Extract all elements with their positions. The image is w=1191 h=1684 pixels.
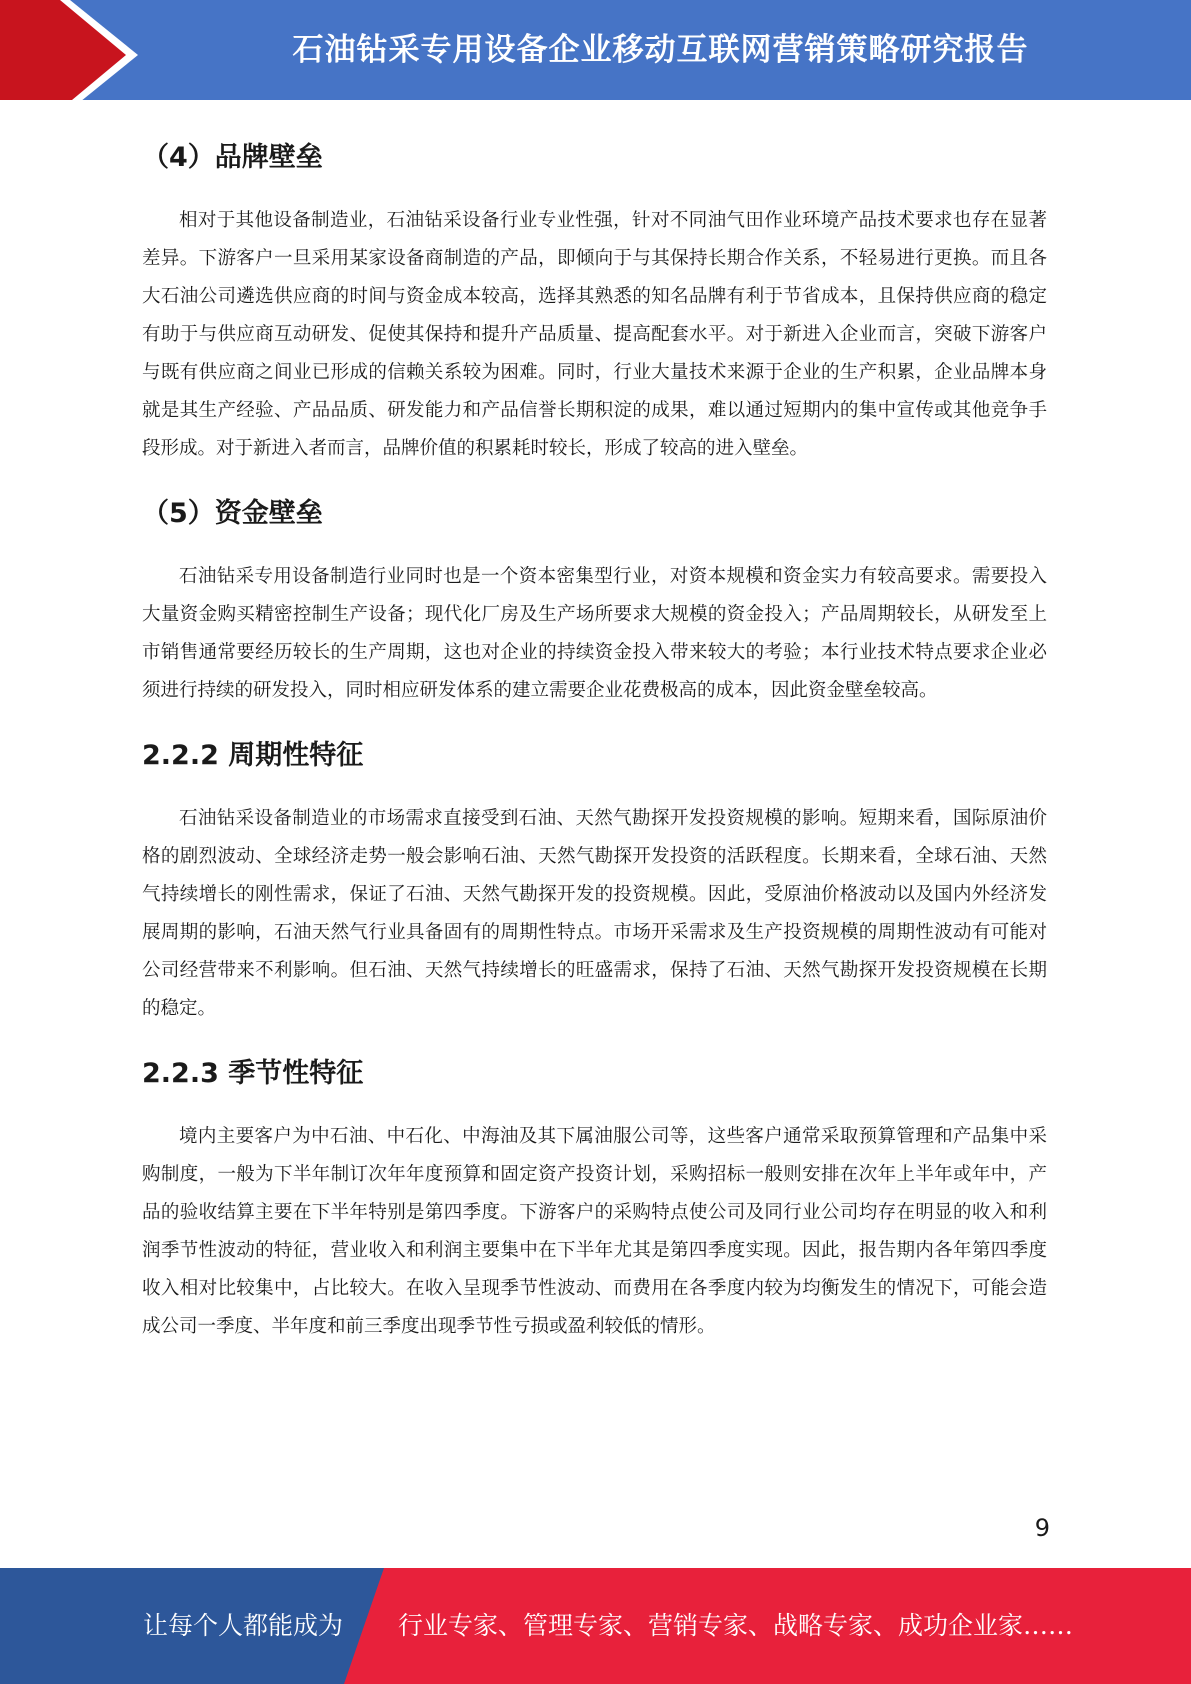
- footer-slogan-right: 行业专家、管理专家、营销专家、战略专家、成功企业家……: [398, 1611, 1074, 1640]
- document-body: [142, 112, 1047, 1361]
- section-cyclical-features: [142, 730, 1047, 1028]
- page-footer: [0, 1568, 1191, 1684]
- section-brand-barrier: [142, 132, 1047, 468]
- page-header: [0, 0, 1191, 110]
- section-paragraph: 境内主要客户为中石油、中石化、中海油及其下属油服公司等，这些客户通常采取预算管理和产品集中采购制度，一般为下半年制订次年年度预算和固定资产投资计划，采购招标一般则安排在次年上半年或年中，产品的验收结算主要在下半年特别是第四季度。下游客户的采购特点使公司及同行业公司均存在明显的收入和利润季节性波动的特征，营业收入和利润主要集中在下半年尤其是第四季度实现。因此，报告期内各年第四季度收入相对比较集中，占比较大。在收入呈现季节性波动、而费用在各季度内较为均衡发生的情况下，可能会造成公司一季度、半年度和前三季度出现季节性亏损或盈利较低的情形。: [142, 1126, 1047, 1337]
- footer-slogan-left: 让每个人都能成为: [143, 1611, 344, 1640]
- section-seasonal-features: [142, 1048, 1047, 1346]
- section-heading: （5）资金壁垒: [142, 498, 323, 529]
- section-paragraph: 相对于其他设备制造业，石油钻采设备行业专业性强，针对不同油气田作业环境产品技术要求也存在显著差异。下游客户一旦采用某家设备商制造的产品，即倾向于与其保持长期合作关系，不轻易进行更换。而且各大石油公司遴选供应商的时间与资金成本较高，选择其熟悉的知名品牌有利于节省成本，且保持供应商的稳定有助于与供应商互动研发、促使其保持和提升产品质量、提高配套水平。对于新进入企业而言，突破下游客户与既有供应商之间业已形成的信赖关系较为困难。同时，行业大量技术来源于企业的生产积累，企业品牌本身就是其生产经验、产品品质、研发能力和产品信誉长期积淀的成果，难以通过短期内的集中宣传或其他竞争手段形成。对于新进入者而言，品牌价值的积累耗时较长，形成了较高的进入壁垒。: [142, 210, 1047, 459]
- section-heading: 2.2.2 周期性特征: [142, 740, 364, 771]
- section-heading: （4）品牌壁垒: [142, 142, 323, 173]
- section-heading: 2.2.3 季节性特征: [142, 1058, 364, 1089]
- section-paragraph: 石油钻采专用设备制造行业同时也是一个资本密集型行业，对资本规模和资金实力有较高要求。需要投入大量资金购买精密控制生产设备；现代化厂房及生产场所要求大规模的资金投入；产品周期较长，从研发至上市销售通常要经历较长的生产周期，这也对企业的持续资金投入带来较大的考验；本行业技术特点要求企业必须进行持续的研发投入，同时相应研发体系的建立需要企业花费极高的成本，因此资金壁垒较高。: [142, 566, 1047, 701]
- section-capital-barrier: [142, 488, 1047, 710]
- report-title: 石油钻采专用设备企业移动互联网营销策略研究报告: [292, 32, 1029, 68]
- page-number: 9: [1034, 1514, 1050, 1542]
- section-paragraph: 石油钻采设备制造业的市场需求直接受到石油、天然气勘探开发投资规模的影响。短期来看，国际原油价格的剧烈波动、全球经济走势一般会影响石油、天然气勘探开发投资的活跃程度。长期来看，全球石油、天然气持续增长的刚性需求，保证了石油、天然气勘探开发的投资规模。因此，受原油价格波动以及国内外经济发展周期的影响，石油天然气行业具备固有的周期性特点。市场开采需求及生产投资规模的周期性波动有可能对公司经营带来不利影响。但石油、天然气持续增长的旺盛需求，保持了石油、天然气勘探开发投资规模在长期的稳定。: [142, 808, 1047, 1019]
